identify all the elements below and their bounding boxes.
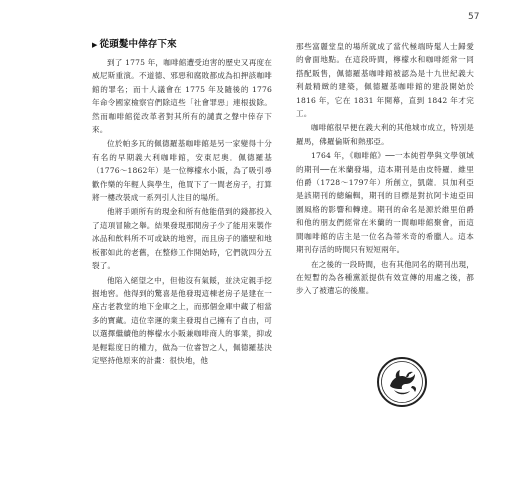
paragraph: 他將手頭所有的現金和所有他能借到的錢都投入了這項冒險之舉。結果發現那間房子少了能用來製作冰品和飲料所不可或缺的地窖，而且房子的牆壁和地板都如此的老舊，在整修工作開始時，它們就四分五裂了。: [92, 207, 272, 271]
page-number: 57: [468, 12, 480, 22]
paragraph: 那些富麗堂皇的場所就成了當代極端時髦人士歸愛的會面地點。在這段時間，檸檬水和咖啡經常一同搭配販售，佩德羅基咖啡館被認為是十九世紀義大利最精緻的建築，佩德羅基咖啡館的建設開始於 1816 年，它在 1831 年開幕，直到 1842 年才完工。: [296, 42, 474, 119]
section-heading-text: 從頭髮中倖存下來: [99, 39, 177, 50]
paragraph: 1764 年，《咖啡館》──一本純哲學與文學領域的期刊──在米蘭發場，這本期刊是由皮特羅．維里伯爵（1728～1797年）所創立，凱薩．貝加利亞是該期刊的總編輯，期刊的目標是對抗阿卡迪亞田園風格的影響和轉達。期刊的命名是源於維里伯爵和他的朋友們經常在米蘭的一間咖啡館聚會，而這間咖啡館的店主是一位名為蒂米奇的希臘人。這本期刊存活的時間只有短短兩年。: [296, 151, 474, 255]
left-column: [92, 38, 272, 368]
right-column: [296, 40, 474, 299]
paragraph: 位於帕多瓦的佩德羅基咖啡館是另一家變得十分有名的早期義大利咖啡館，安東尼奧．佩德羅基（1776～1862年）是一位檸檬水小販，為了吸引尋歡作樂的年輕人與學生，他買下了一間老房子，打算將一樓改裝成一系列引人注目的場所。: [92, 139, 272, 203]
triangle-bullet-icon: ▶: [92, 41, 98, 49]
paragraph: 在之後的一段時間，也有其他同名的期刊出現，在短暫的為各種黨派提供有效宣傳的用處之後，都步入了被遺忘的後塵。: [296, 259, 474, 296]
section-heading: [92, 38, 272, 52]
paragraph: 咖啡館很早便在義大利的其他城市成立，特別是羅馬，佛羅倫斯和熱那亞。: [296, 123, 474, 146]
decorative-seal-icon: [376, 356, 428, 408]
paragraph: 到了 1775 年，咖啡館遭受迫害的歷史又再度在威尼斯重演。不道德、邪惡和腐敗都成為扣押該咖啡館的罪名；而十人議會在 1775 年及隨後的 1776 年命令國家檢察官們除這些「社會罪惡」連根拔除。然而咖啡館從改革者對其所有的譴責之聲中倖存下來。: [92, 58, 272, 135]
paragraph: 他陷入絕望之中，但他沒有氣餒，並決定親手挖掘地窖。他得到的驚喜是他發現這棟老房子是建在一座古老教堂的地下金庫之上，而那個金庫中藏了相當多的寶藏。這位幸運的業主發現自己擁有了自由，可以選擇繼續他的檸檬水小販兼咖啡商人的事業，抑或是輕鬆度日的權力，做為一位睿智之人，佩德羅基決定堅持他原來的計畫：很快地，他: [92, 275, 272, 365]
